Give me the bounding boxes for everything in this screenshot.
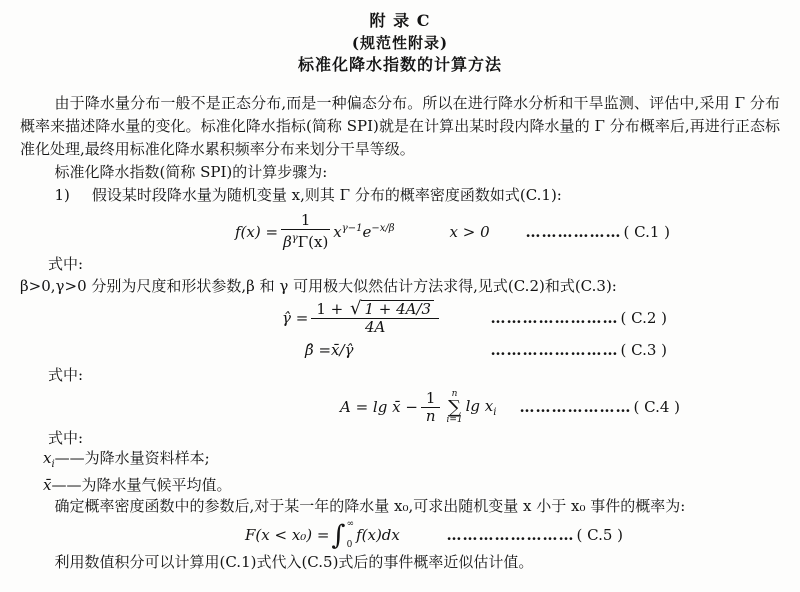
gamma-function: Γ(x): [297, 233, 329, 251]
formula-c1-reference: [526, 223, 671, 241]
formula-c2-lhs: γ̂ =: [282, 309, 309, 327]
xbar-symbol: x̄: [43, 476, 52, 494]
radicand: 1 + 4A/3: [361, 300, 434, 317]
integral-upper-limit: ∞: [346, 519, 355, 529]
formula-c5-label: ( C.5 ): [576, 526, 623, 544]
log-term: lg x: [465, 396, 494, 415]
xbar-definition-text: ——为降水量气候平均值。: [51, 476, 232, 494]
formula-c2-reference: [491, 309, 668, 327]
formula-c5: [20, 518, 780, 552]
x-symbol: x: [43, 449, 52, 467]
i-subscript: i: [51, 459, 55, 470]
formula-c4-lhs: A = lg x̄ −: [340, 398, 418, 416]
dotted-leader: ………………: [525, 222, 622, 241]
formula-c3-rhs: x̄/γ̂: [331, 341, 354, 359]
dotted-leader: ……………………: [490, 341, 619, 359]
dotted-leader: ……………………: [446, 526, 575, 544]
formula-c2: [20, 298, 780, 338]
integral: [332, 520, 355, 550]
probability-paragraph: 确定概率密度函数中的参数后,对于某一年的降水量 x₀,可求出随机变量 x 小于 x₀ 事件的概率为:: [54, 497, 686, 515]
formula-c1-lhs: f(x) =: [235, 222, 279, 241]
e-exponent: −x/β: [371, 222, 395, 234]
formula-c4-denominator: n: [425, 406, 436, 425]
formula-c4: [20, 386, 780, 428]
formula-c5-body: f(x)dx: [356, 526, 400, 544]
sum-upper-limit: n: [451, 388, 458, 399]
formula-c1-label: ( C.1 ): [623, 222, 670, 241]
e-symbol: e: [362, 222, 372, 241]
where-label-2: 式中:: [48, 366, 84, 384]
formula-c2-label: ( C.2 ): [620, 309, 667, 327]
dotted-leader: ……………………: [490, 309, 619, 327]
formula-c1-fraction: [281, 212, 330, 251]
integral-icon: ∫: [331, 519, 346, 551]
dotted-leader: …………………: [519, 398, 632, 416]
integral-lower-limit: 0: [346, 540, 353, 550]
method-title: 标准化降水指数的计算方法: [297, 55, 502, 74]
formula-c5-reference: [447, 526, 624, 544]
formula-c2-denominator: 4A: [365, 318, 386, 336]
appendix-heading: 附 录 C: [369, 11, 431, 30]
formula-c1-x-term: [333, 223, 362, 241]
xi-definition: [20, 448, 780, 475]
index-subscript: i: [493, 406, 497, 418]
sum-lower-limit: i=1: [446, 414, 463, 425]
step-1-text: 假设某时段降水量为随机变量 x,则其 Γ 分布的概率密度函数如式(C.1):: [91, 186, 562, 204]
step-1-number: 1): [54, 186, 70, 204]
formula-c2-numerator: [311, 300, 439, 319]
parameters-paragraph: β>0,γ>0 分别为尺度和形状参数,β 和 γ 可用极大似然估计方法求得,见式(C.2)和式(C.3):: [20, 277, 617, 295]
formula-c2-fraction: [311, 300, 439, 336]
formula-c1-numerator: 1: [281, 212, 330, 230]
formula-c3-lhs: β̂ =: [305, 341, 332, 359]
numerator-prefix: 1 +: [316, 300, 348, 318]
radical-icon: √: [349, 298, 362, 319]
beta-symbol: β: [283, 233, 292, 251]
formula-c3: [20, 338, 780, 362]
formula-c3-label: ( C.3 ): [620, 341, 667, 359]
formula-c1-e-term: [362, 223, 394, 241]
formula-c4-fraction: [421, 390, 441, 425]
xbar-definition: [20, 475, 780, 495]
formula-c4-reference: [520, 398, 681, 416]
formula-c3-reference: [491, 341, 668, 359]
gamma-exponent: γ: [291, 233, 298, 244]
formula-c4-label: ( C.4 ): [633, 398, 680, 416]
step-1: [20, 184, 780, 207]
xi-symbol: [43, 449, 55, 470]
formula-c1: [20, 210, 780, 253]
intro-paragraph: 由于降水量分布一般不是正态分布,而是一种偏态分布。所以在进行降水分析和干旱监测、评估中,采用 Γ 分布概率来描述降水量的变化。标准化降水指标(简称 SPI)就是在计算出某时段内降水量的 Γ 分布概率后,再进行正态标准化处理,最终用标准化降水累积频率分布来划分干旱等级。: [20, 94, 780, 158]
xi-definition-text: ——为降水量资料样本;: [54, 449, 210, 467]
where-label-1: 式中:: [48, 255, 84, 273]
formula-c4-tail: [466, 397, 497, 418]
where-label-3: 式中:: [48, 429, 84, 447]
formula-c1-denominator: [281, 230, 330, 251]
normative-annex-note: (规范性附录): [351, 34, 449, 52]
x-exponent: γ−1: [341, 222, 363, 234]
formula-c5-lhs: F(x < x₀) =: [245, 526, 330, 544]
x-symbol: x: [333, 222, 342, 241]
integral-limits: [347, 520, 355, 550]
square-root: [350, 300, 434, 317]
formula-c4-numerator: 1: [421, 390, 441, 408]
summation: [446, 390, 462, 425]
sigma-icon: ∑: [448, 396, 461, 418]
closing-paragraph: 利用数值积分可以计算用(C.1)式代入(C.5)式后的事件概率近似估计值。: [54, 553, 534, 571]
formula-c1-condition: x > 0: [449, 222, 490, 241]
steps-intro: 标准化降水指数(简称 SPI)的计算步骤为:: [54, 163, 328, 181]
